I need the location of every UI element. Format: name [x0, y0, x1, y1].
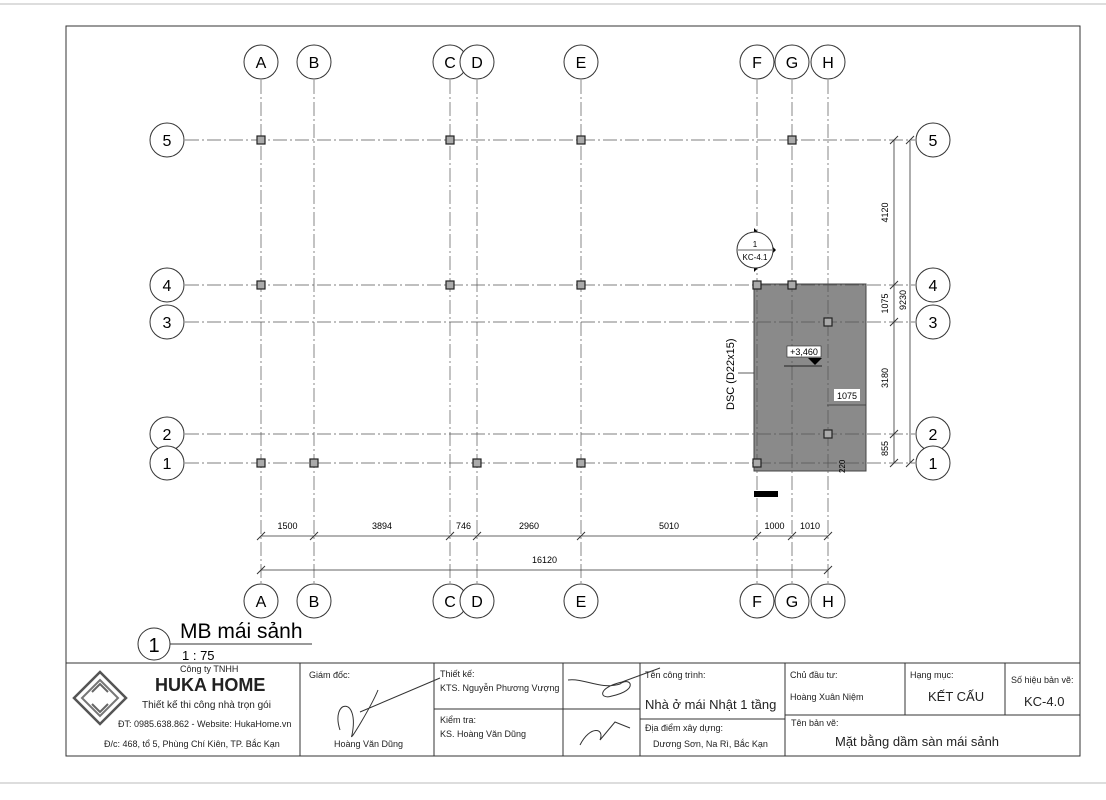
dim-bottom-text: 1010: [799, 521, 821, 531]
project-label: Tên công trình:: [645, 670, 706, 680]
dim-small-text: 220: [838, 459, 847, 473]
grid-bubble-label: D: [471, 55, 483, 72]
drawing-name-label: Tên bản vẽ:: [791, 718, 839, 728]
grid-bubble-label: H: [822, 55, 834, 72]
column: [824, 318, 832, 326]
grid-bubble-label: 1: [928, 456, 938, 473]
column: [310, 459, 318, 467]
grid-bubble-label: 2: [162, 427, 172, 444]
grid-bubble-label: B: [308, 55, 320, 72]
grid-bubble-label: G: [785, 594, 799, 611]
column: [824, 430, 832, 438]
company-address: Đ/c: 468, tổ 5, Phùng Chí Kiên, TP. Bắc Kạn: [104, 739, 280, 749]
owner-label: Chủ đầu tư:: [790, 670, 838, 680]
project-name: Nhà ở mái Nhật 1 tầng: [645, 697, 777, 712]
view-title-text: MB mái sảnh: [180, 620, 303, 643]
level-mark-text: +3,460: [790, 347, 818, 357]
column: [753, 459, 761, 467]
director-label: Giám đốc:: [309, 670, 351, 680]
dim-bottom-text: 1500: [277, 521, 298, 531]
slab-area: [754, 284, 866, 471]
dim-bottom-text: 1000: [764, 521, 785, 531]
dim-right-text: 3180: [880, 367, 890, 389]
category-value: KẾT CẤU: [928, 689, 985, 704]
column: [788, 281, 796, 289]
grid-bubble-label: D: [471, 594, 483, 611]
grid-bubble-label: A: [255, 594, 267, 611]
grid-bubble-label: 4: [928, 278, 938, 295]
column: [577, 281, 585, 289]
grid-bubble-label: 5: [162, 133, 172, 150]
grid-bubble-label: 3: [162, 315, 172, 332]
view-scale: 1 : 75: [182, 648, 215, 663]
grid-bubble-label: F: [752, 594, 762, 611]
section-marker-sheet: KC-4.1: [742, 253, 768, 262]
dim-bottom-text: 3894: [371, 521, 393, 531]
grid-bubble-label: A: [255, 55, 267, 72]
category-label: Hạng mục:: [910, 670, 954, 680]
grid-bubble-label: 5: [928, 133, 938, 150]
dim-right-text: 1075: [880, 293, 890, 314]
director-signature: [338, 678, 440, 737]
grid-bubble-label: 1: [162, 456, 172, 473]
dim-total-text: 16120: [531, 555, 558, 565]
company-slogan: Thiết kế thi công nhà trọn gói: [142, 700, 271, 711]
column: [257, 281, 265, 289]
section-marker-number: 1: [752, 240, 758, 249]
view-number: 1: [148, 635, 160, 657]
director-name: Hoàng Văn Dũng: [334, 739, 404, 749]
checker-name: KS. Hoàng Văn Dũng: [440, 729, 527, 739]
column: [446, 136, 454, 144]
section-cut-mark: [754, 491, 778, 497]
dim-right-total-text: 9230: [898, 289, 908, 311]
company-name: HUKA HOME: [155, 675, 266, 695]
drawing-name-value: Mặt bằng dầm sàn mái sảnh: [835, 734, 1000, 749]
company-type: Công ty TNHH: [180, 664, 239, 674]
grid-bubble-label: 3: [928, 315, 938, 332]
section-marker: [737, 228, 776, 272]
designer-name: KTS. Nguyễn Phương Vượng: [440, 683, 560, 693]
company-contact: ĐT: 0985.638.862 - Website: HukaHome.vn: [118, 719, 292, 729]
owner-name: Hoàng Xuân Niệm: [790, 692, 864, 702]
sheet-no-value: KC-4.0: [1024, 694, 1065, 709]
checker-signature: [580, 722, 630, 745]
grid-bubble-label: C: [444, 55, 456, 72]
column: [788, 136, 796, 144]
sheet-no-label: Số hiệu bản vẽ:: [1011, 675, 1074, 685]
column-layer: [257, 136, 832, 467]
dim-bottom-text: 5010: [658, 521, 680, 531]
grid-bubble-label: H: [822, 594, 834, 611]
dim-right-text: 4120: [880, 202, 890, 223]
column: [257, 136, 265, 144]
grid-bubble-label: 4: [162, 278, 172, 295]
dim-bottom-text: 746: [455, 521, 472, 531]
beam-label: DSC (D22x15): [725, 338, 737, 410]
view-title: [138, 620, 312, 663]
grid-bubble-label: F: [752, 55, 762, 72]
grid-bubble-label: C: [444, 594, 456, 611]
dim-right-text: 855: [880, 440, 890, 457]
grid-bubble-label: G: [785, 55, 799, 72]
designer-label: Thiết kế:: [440, 669, 475, 679]
company-logo: [74, 672, 126, 724]
column: [473, 459, 481, 467]
grid-bubble-label: E: [575, 594, 587, 611]
column: [446, 281, 454, 289]
location-label: Địa điểm xây dựng:: [645, 723, 724, 733]
grid-bubble-label: B: [308, 594, 320, 611]
grid-bubble-label: E: [575, 55, 587, 72]
grid-bubble-label: 2: [928, 427, 938, 444]
checker-label: Kiểm tra:: [440, 715, 477, 725]
column: [257, 459, 265, 467]
location-value: Dương Sơn, Na Rì, Bắc Kạn: [653, 739, 768, 749]
column: [577, 459, 585, 467]
column: [753, 281, 761, 289]
dim-bottom-text: 2960: [518, 521, 540, 531]
dim-inner-text: 1075: [836, 391, 858, 401]
column: [577, 136, 585, 144]
